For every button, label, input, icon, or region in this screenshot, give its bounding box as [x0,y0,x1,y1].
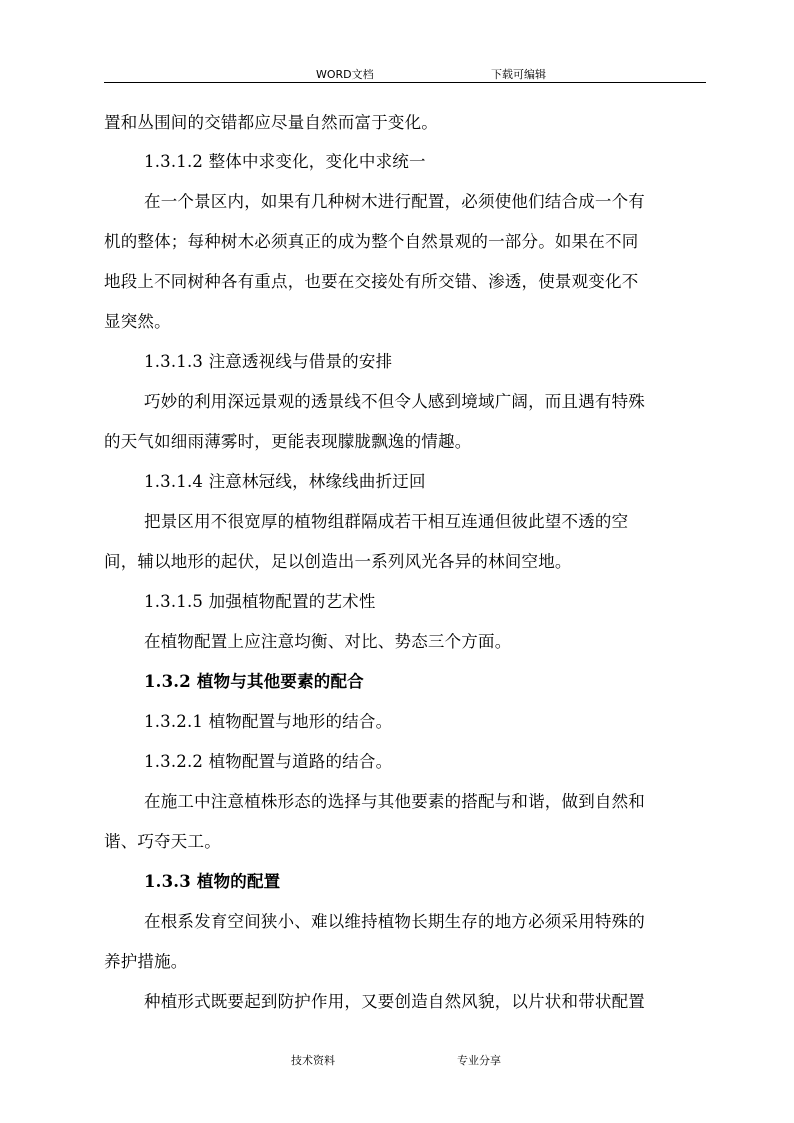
paragraph-line: 的天气如细雨薄雾时，更能表现朦胧飘逸的情趣。 [104,432,472,451]
footer-right-text: 专业分享 [457,1054,501,1067]
subheading: 1.3.1.5 加强植物配置的艺术性 [144,592,376,611]
paragraph-line: 在一个景区内，如果有几种树木进行配置，必须使他们结合成一个有 [144,192,645,211]
footer-left-text: 技术资料 [291,1054,335,1067]
page-header [104,66,706,83]
paragraph-line: 养护措施。 [104,952,188,971]
paragraph-line: 置和丛围间的交错都应尽量自然而富于变化。 [104,113,438,132]
paragraph-line: 种植形式既要起到防护作用，又要创造自然风貌，以片状和带状配置 [144,992,645,1011]
paragraph-line: 地段上不同树种各有重点，也要在交接处有所交错、渗透，使景观变化不 [104,272,639,291]
paragraph-line: 机的整体；每种树木必须真正的成为整个自然景观的一部分。如果在不同 [104,232,639,251]
paragraph-line: 在根系发育空间狭小、难以维持植物长期生存的地方必须采用特殊的 [144,912,645,931]
subheading: 1.3.2.1 植物配置与地形的结合。 [144,712,393,731]
header-right-text: 下载可编辑 [491,68,546,81]
page-footer [104,1052,706,1068]
paragraph-line: 谐、巧夺天工。 [104,832,221,851]
section-heading: 1.3.3 植物的配置 [144,872,281,891]
paragraph-line: 在施工中注意植株形态的选择与其他要素的搭配与和谐，做到自然和 [144,792,645,811]
subheading: 1.3.1.2 整体中求变化，变化中求统一 [144,152,426,171]
paragraph-line: 显突然。 [104,312,171,331]
paragraph-line: 把景区用不很宽厚的植物组群隔成若干相互连通但彼此望不透的空 [144,512,629,531]
header-left-text: WORD文档 [316,68,374,81]
subheading: 1.3.1.4 注意林冠线，林缘线曲折迂回 [144,472,426,491]
paragraph-line: 巧妙的利用深远景观的透景线不但令人感到境域广阔，而且遇有特殊 [144,392,645,411]
subheading: 1.3.1.3 注意透视线与借景的安排 [144,352,393,371]
paragraph-line: 在植物配置上应注意均衡、对比、势态三个方面。 [144,632,512,651]
paragraph-line: 间，辅以地形的起伏，足以创造出一系列风光各异的林间空地。 [104,552,572,571]
section-heading: 1.3.2 植物与其他要素的配合 [144,672,364,691]
subheading: 1.3.2.2 植物配置与道路的结合。 [144,752,393,771]
